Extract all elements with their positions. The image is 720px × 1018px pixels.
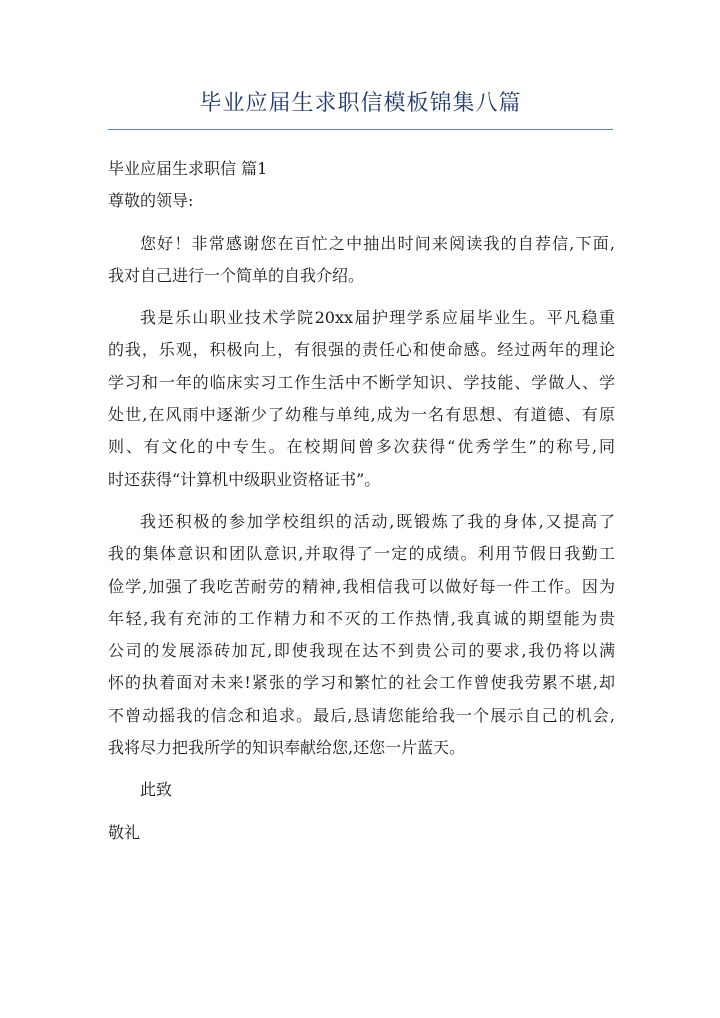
paragraph-line: 的我，乐观，积极向上，有很强的责任心和使命感。经过两年的理论 [108, 340, 615, 360]
paragraph-line: 您好！非常感谢您在百忙之中抽出时间来阅读我的自荐信,下面, [140, 233, 615, 253]
paragraph-line: 时还获得“计算机中级职业资格证书”。 [108, 469, 381, 489]
document-title: 毕业应届生求职信模板锦集八篇 [199, 91, 522, 116]
paragraph-line: 我对自己进行一个简单的自我介绍。 [108, 265, 365, 285]
paragraph-line: 处世,在风雨中逐渐少了幼稚与单纯,成为一名有思想、有道德、有原 [108, 405, 615, 425]
letter-body [108, 153, 615, 849]
salutation: 尊敬的领导: [108, 191, 194, 211]
paragraph-line: 我是乐山职业技术学院20xx届护理学系应届毕业生。平凡稳重 [140, 308, 615, 328]
paragraph-line: 我还积极的参加学校组织的活动,既锻炼了我的身体,又提高了 [140, 511, 615, 531]
paragraph-line: 公司的发展添砖加瓦,即使我现在达不到贵公司的要求,我仍将以满 [108, 641, 615, 661]
paragraph-line: 则、有文化的中专生。在校期间曾多次获得“优秀学生”的称号,同 [108, 437, 615, 457]
closing-line: 此致 [140, 780, 173, 800]
paragraph-line: 我将尽力把我所学的知识奉献给您,还您一片蓝天。 [108, 738, 466, 758]
paragraph-introduction [108, 302, 615, 496]
paragraph-line: 怀的执着面对未来!紧张的学习和繁忙的社会工作曾使我劳累不堪,却 [108, 673, 615, 693]
paragraph-line: 学习和一年的临床实习工作生活中不断学知识、学技能、学做人、学 [108, 372, 615, 392]
regards-line: 敬礼 [108, 822, 141, 842]
section-heading: 毕业应届生求职信 篇1 [108, 159, 268, 178]
paragraph-greeting [108, 228, 615, 293]
paragraph-line: 我的集体意识和团队意识,并取得了一定的成绩。利用节假日我勤工 [108, 544, 615, 564]
title-underline [108, 129, 613, 130]
paragraph-line: 不曾动摇我的信念和追求。最后,恳请您能给我一个展示自己的机会, [108, 705, 615, 725]
paragraph-line: 俭学,加强了我吃苦耐劳的精神,我相信我可以做好每一件工作。因为 [108, 576, 615, 596]
paragraph-line: 年轻,我有充沛的工作精力和不灭的工作热情,我真诚的期望能为贵 [108, 608, 615, 628]
paragraph-activities [108, 506, 615, 764]
